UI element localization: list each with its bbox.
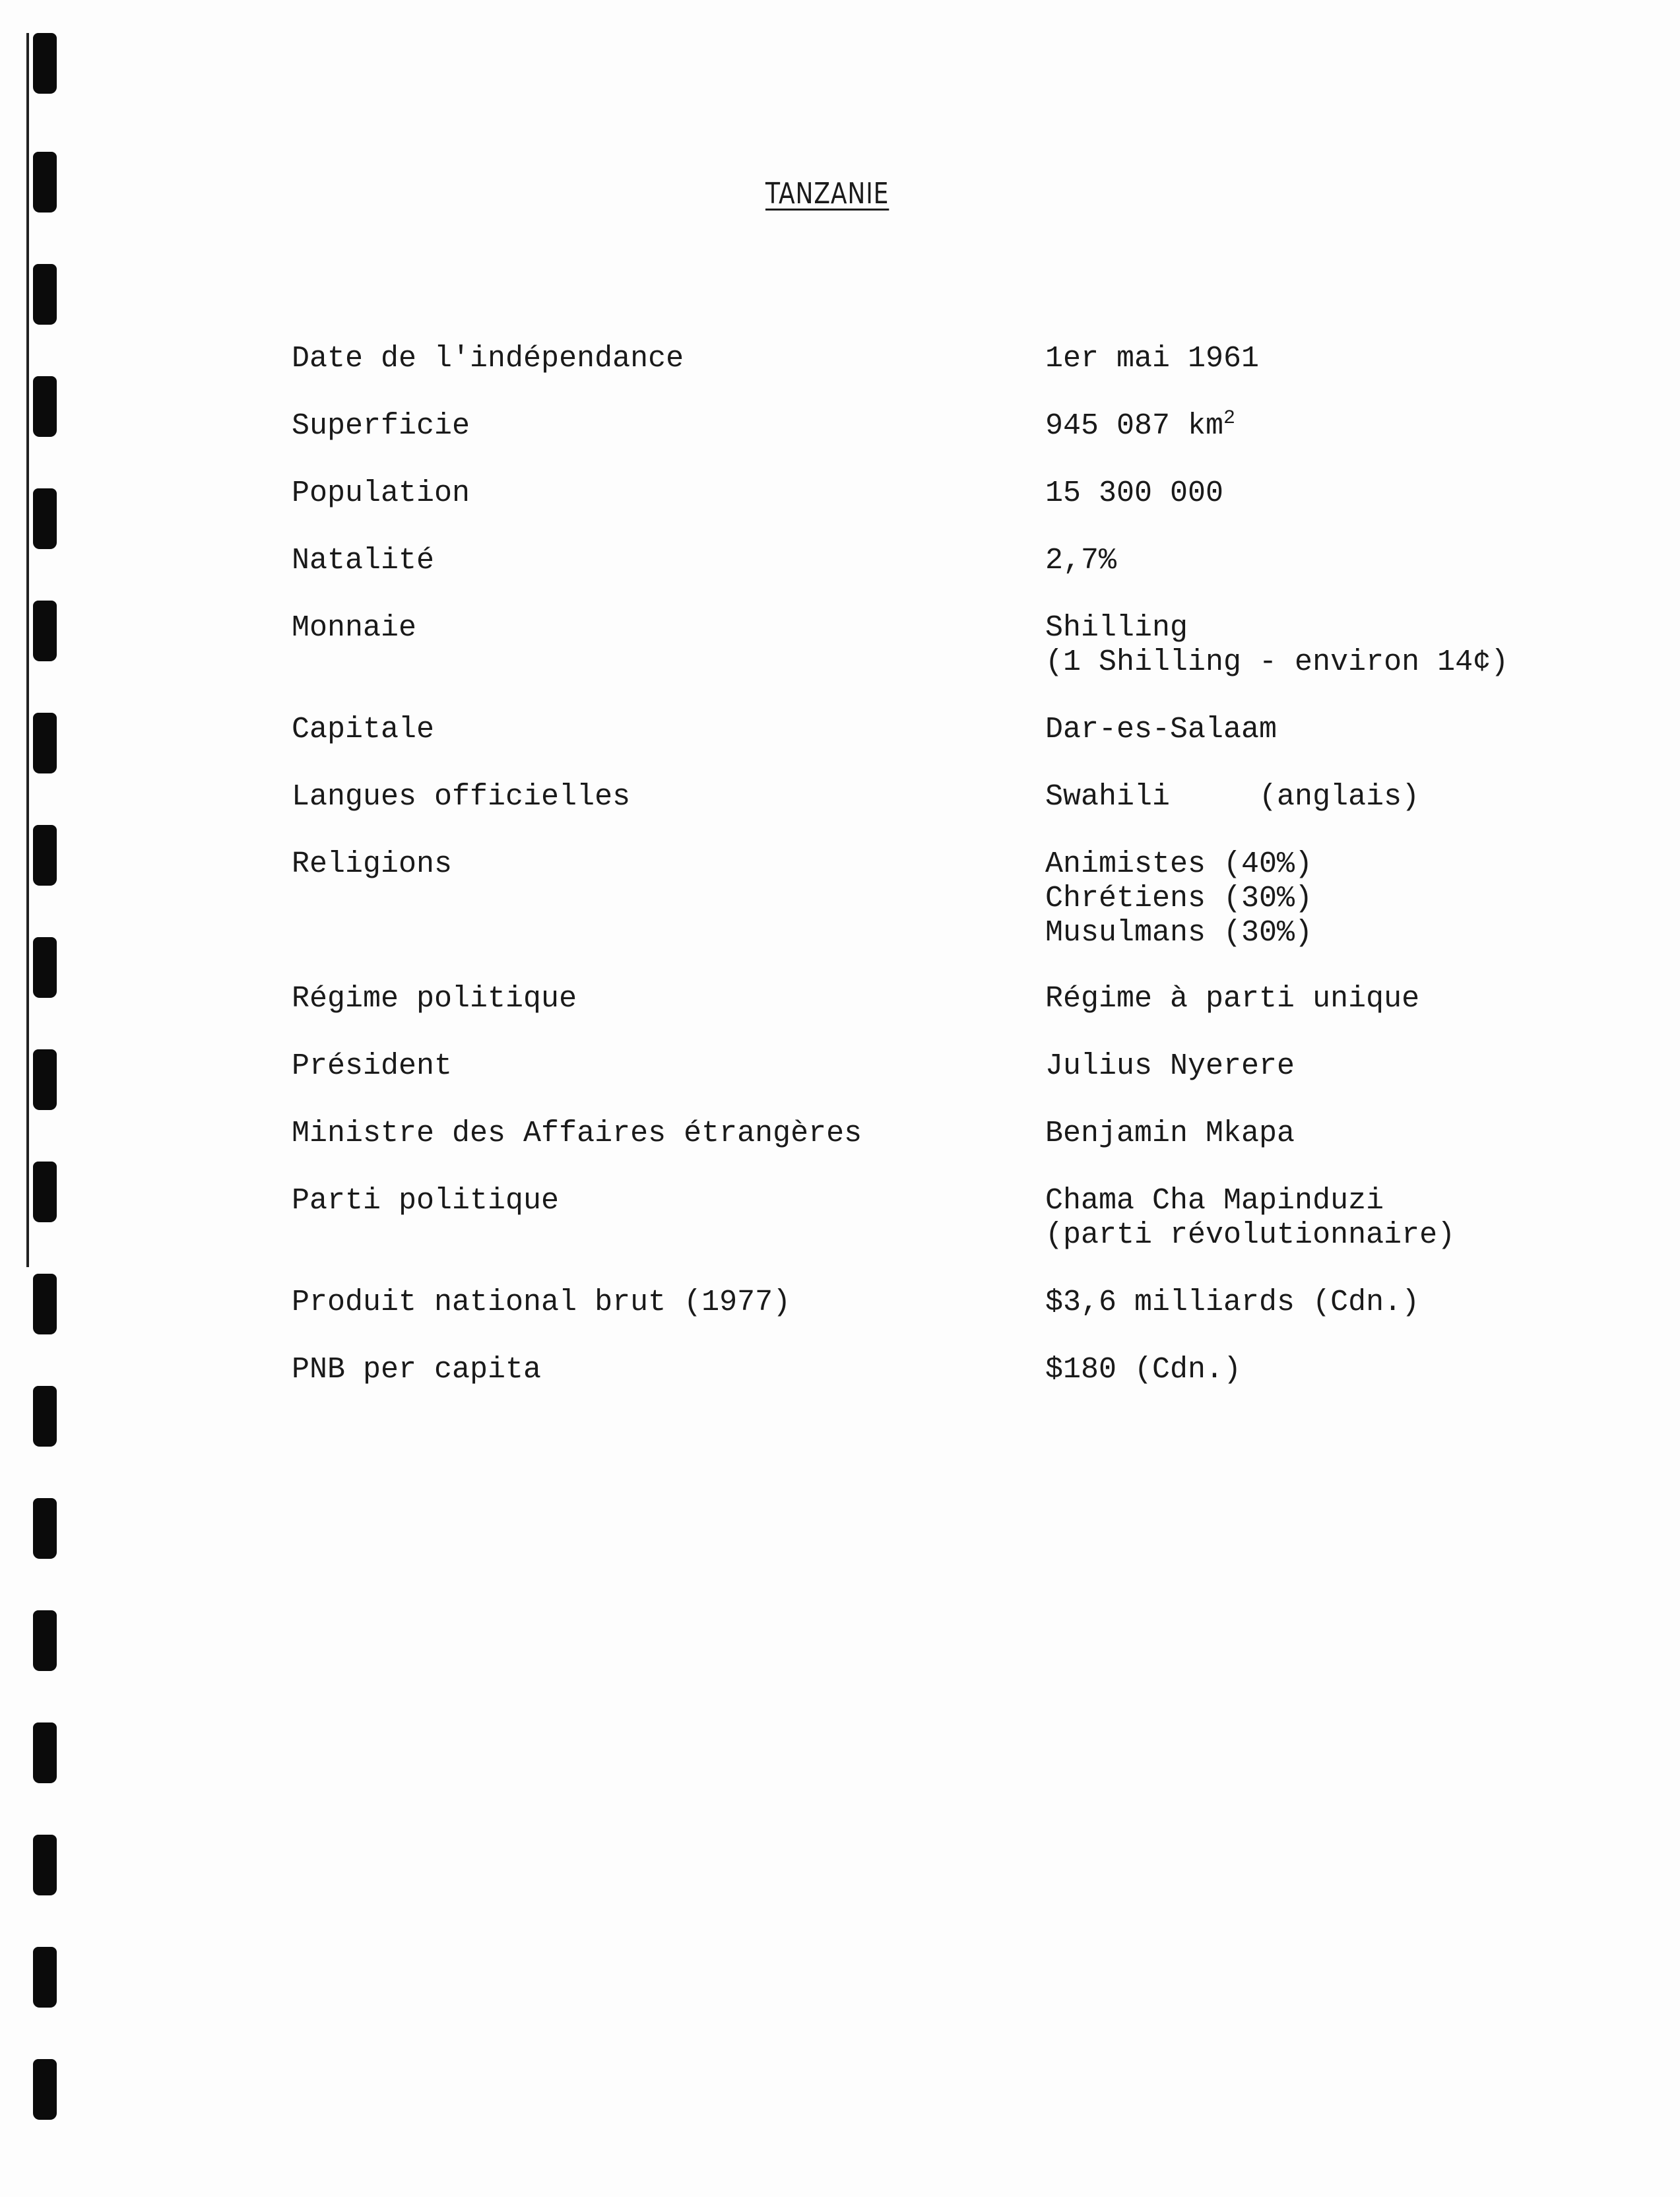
row-label: Langues officielles: [292, 780, 631, 814]
binding-holes: [26, 33, 66, 2145]
row-value: Chrétiens (30%): [1045, 882, 1313, 915]
binding-hole: [33, 601, 57, 661]
row-value-text: 945 087 km: [1045, 409, 1224, 443]
row-label: Capitale: [292, 713, 435, 746]
row-value: 1er mai 1961: [1045, 342, 1260, 376]
row-label: Superficie: [292, 409, 470, 443]
row-value: Benjamin Mkapa: [1045, 1117, 1295, 1150]
page-edge-line: [26, 33, 29, 1267]
row-label: Président: [292, 1049, 453, 1083]
row-value: Julius Nyerere: [1045, 1049, 1295, 1083]
row-label: Produit national brut (1977): [292, 1286, 791, 1319]
binding-hole: [33, 1947, 57, 2008]
binding-hole: [33, 1162, 57, 1222]
binding-hole: [33, 152, 57, 213]
row-value: Swahili (anglais): [1045, 780, 1420, 814]
row-value: Musulmans (30%): [1045, 916, 1313, 950]
row-label: Religions: [292, 847, 453, 881]
row-label: Monnaie: [292, 611, 417, 645]
row-value: 2,7%: [1045, 544, 1117, 577]
row-value: $3,6 milliards (Cdn.): [1045, 1286, 1420, 1319]
binding-hole: [33, 1386, 57, 1447]
row-value: Régime à parti unique: [1045, 982, 1420, 1016]
row-value: (1 Shilling - environ 14¢): [1045, 645, 1509, 679]
binding-hole: [33, 264, 57, 325]
binding-hole: [33, 1274, 57, 1334]
row-value: 15 300 000: [1045, 476, 1224, 510]
row-value: Animistes (40%): [1045, 847, 1313, 881]
row-label: Population: [292, 476, 470, 510]
row-value: Shilling: [1045, 611, 1188, 645]
binding-hole: [33, 2059, 57, 2120]
row-label: Parti politique: [292, 1184, 560, 1218]
row-value-superscript: 2: [1223, 407, 1236, 430]
binding-hole: [33, 713, 57, 773]
row-value: Dar-es-Salaam: [1045, 713, 1277, 746]
row-label: Date de l'indépendance: [292, 342, 684, 376]
row-label: Ministre des Affaires étrangères: [292, 1117, 862, 1150]
binding-hole: [33, 33, 57, 94]
binding-hole: [33, 1498, 57, 1559]
binding-hole: [33, 1610, 57, 1671]
binding-hole: [33, 937, 57, 998]
binding-hole: [33, 1049, 57, 1110]
binding-hole: [33, 488, 57, 549]
binding-hole: [33, 1835, 57, 1895]
row-label: PNB per capita: [292, 1353, 542, 1387]
binding-hole: [33, 376, 57, 437]
row-value: (parti révolutionnaire): [1045, 1218, 1456, 1252]
row-value: Chama Cha Mapinduzi: [1045, 1184, 1384, 1218]
row-label: Natalité: [292, 544, 435, 577]
row-label: Régime politique: [292, 982, 577, 1016]
binding-hole: [33, 1722, 57, 1783]
row-value: [1045, 409, 1235, 443]
binding-hole: [33, 825, 57, 886]
page-title: TANZANIE: [765, 177, 889, 211]
row-value: $180 (Cdn.): [1045, 1353, 1242, 1387]
